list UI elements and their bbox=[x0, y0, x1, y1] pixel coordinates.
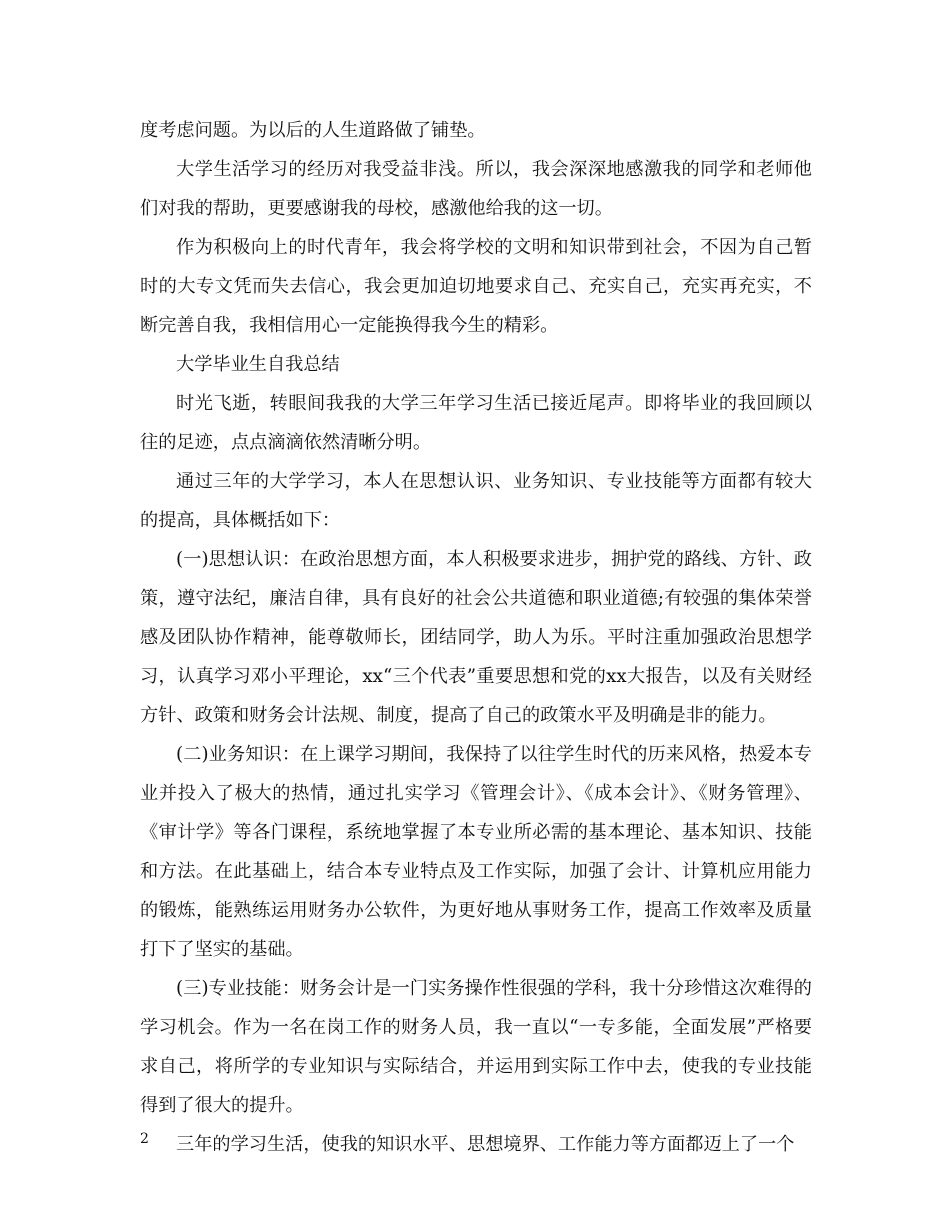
section-heading: 大学毕业生自我总结 bbox=[176, 354, 340, 375]
paragraph: (三)专业技能：财务会计是一门实务操作性很强的学科，我十分珍惜这次难得的学习机会。作为一名在岗工作的财务人员，我一直以“一专多能，全面发展”严格要求自己，将所学的专业知识与实际结合，并运用到实际工作中去，使我的专业技能得到了很大的提升。 bbox=[140, 978, 812, 1116]
paragraph: 度考虑问题。为以后的人生道路做了铺垫。 bbox=[140, 120, 486, 141]
paragraph: 时光飞逝，转眼间我我的大学三年学习生活已接近尾声。即将毕业的我回顾以往的足迹，点点滴滴依然清晰分明。 bbox=[140, 393, 812, 453]
paragraph: 作为积极向上的时代青年，我会将学校的文明和知识带到社会，不因为自己暂时的大专文凭而失去信心，我会更加迫切地要求自己、充实自己，充实再充实，不断完善自我，我相信用心一定能换得我今生的精彩。 bbox=[140, 237, 812, 336]
paragraph: (一)思想认识：在政治思想方面，本人积极要求进步，拥护党的路线、方针、政策，遵守法纪，廉洁自律，具有良好的社会公共道德和职业道德;有较强的集体荣誉感及团队协作精神，能尊敬师长，团结同学，助人为乐。平时注重加强政治思想学习，认真学习邓小平理论，xx“三个代表”重要思想和党的xx大报告，以及有关财经方针、政策和财务会计法规、制度，提高了自己的政策水平及明确是非的能力。 bbox=[140, 549, 812, 726]
paragraph: (二)业务知识：在上课学习期间，我保持了以往学生时代的历来风格，热爱本专业并投入了极大的热情，通过扎实学习《管理会计》、《成本会计》、《财务管理》、《审计学》等各门课程，系统地掌握了本专业所必需的基本理论、基本知识、技能和方法。在此基础上，结合本专业特点及工作实际，加强了会计、计算机应用能力的锻炼，能熟练运用财务办公软件，为更好地从事财务工作，提高工作效率及质量打下了坚实的基础。 bbox=[140, 744, 812, 960]
paragraph: 大学生活学习的经历对我受益非浅。所以，我会深深地感激我的同学和老师他们对我的帮助，更要感谢我的母校，感激他给我的这一切。 bbox=[140, 159, 812, 219]
page-number: 2 bbox=[140, 1131, 149, 1147]
paragraph: 三年的学习生活，使我的知识水平、思想境界、工作能力等方面都迈上了一个 bbox=[176, 1134, 795, 1155]
paragraph: 通过三年的大学学习，本人在思想认识、业务知识、专业技能等方面都有较大的提高，具体概括如下： bbox=[140, 471, 812, 531]
document-body bbox=[140, 111, 812, 1164]
